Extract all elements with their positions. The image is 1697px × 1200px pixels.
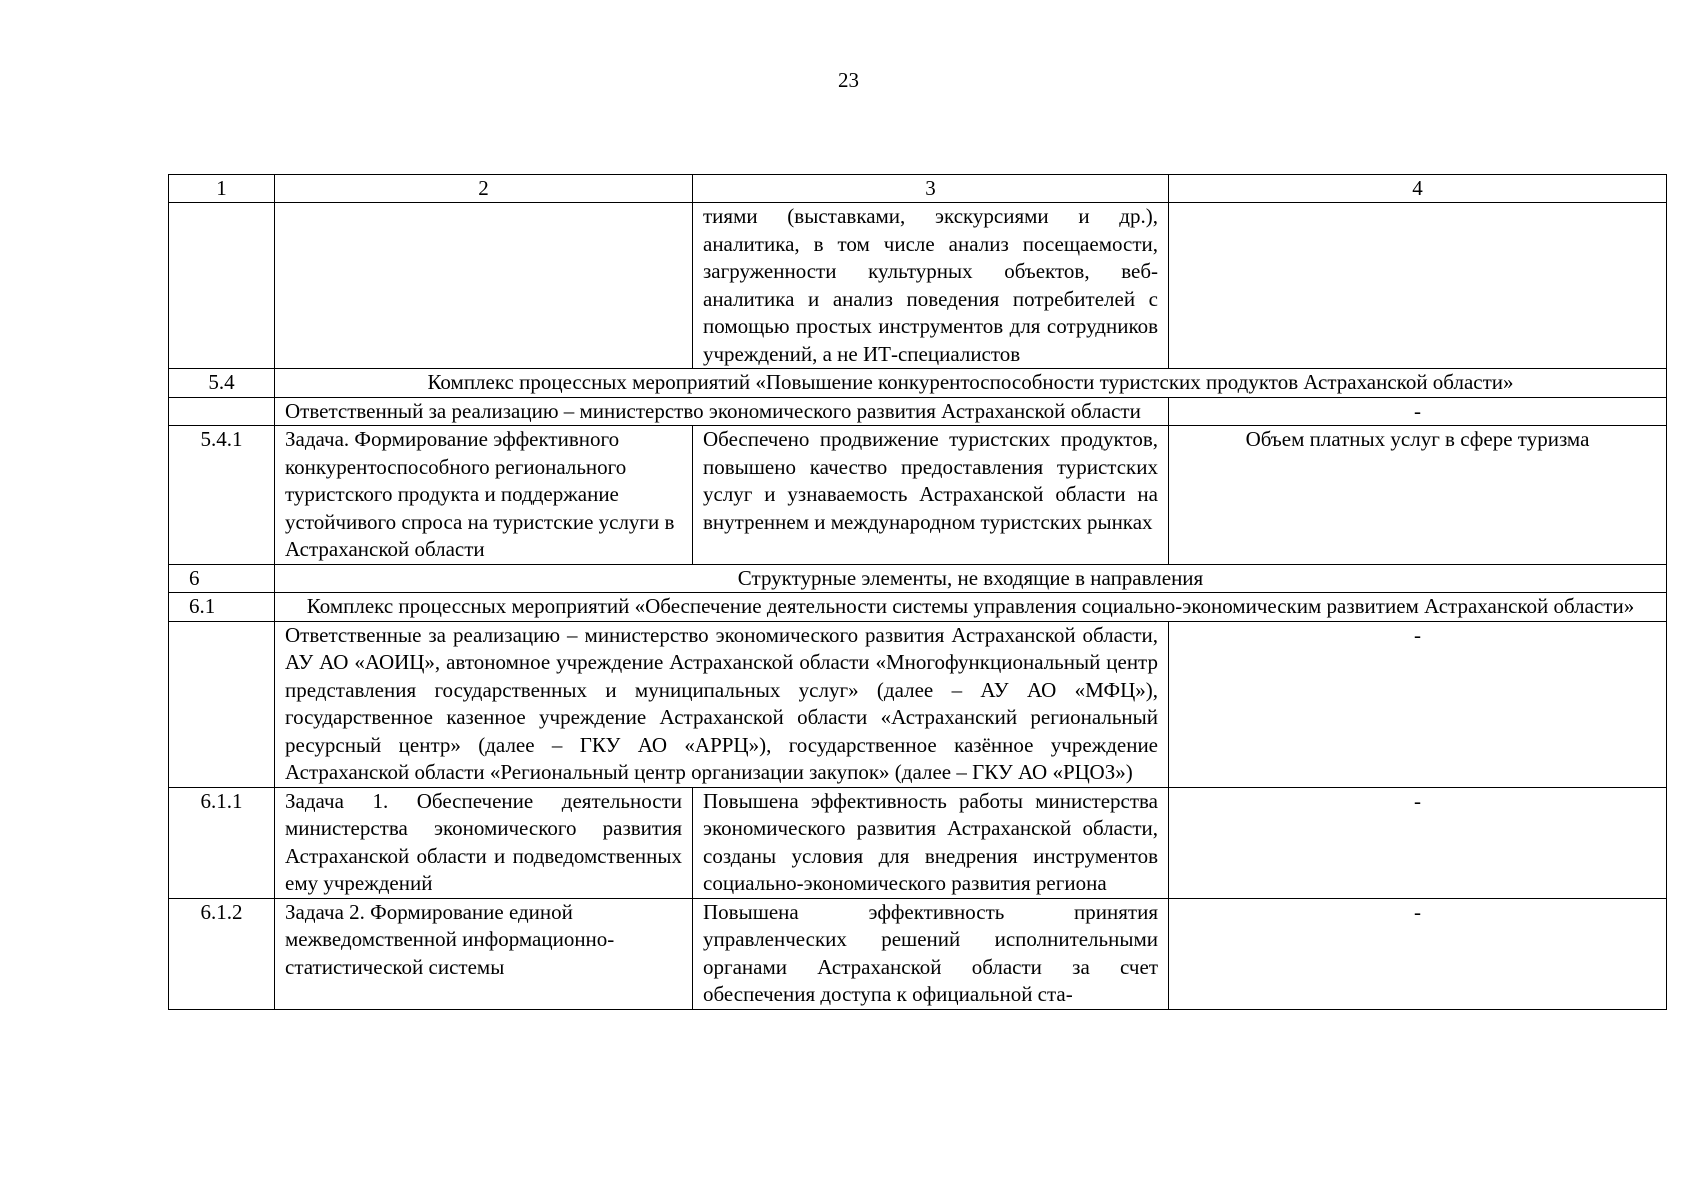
header-col-2: 2 (275, 175, 693, 203)
section-title: Структурные элементы, не входящие в направления (275, 564, 1667, 593)
section-title: Комплекс процессных мероприятий «Обеспечение деятельности системы управления социально-экономическим развитием Астраханской области» (275, 593, 1667, 622)
cell-result: Обеспечено продвижение туристских продуктов, повышено качество предоставления туристских услуг и узнаваемость Астраханской области на внутреннем и международном туристских рынках (693, 426, 1169, 565)
cell-indicator: - (1169, 787, 1667, 898)
cell-indicator: Объем платных услуг в сфере туризма (1169, 426, 1667, 565)
cell-task (275, 203, 693, 369)
section-title: Комплекс процессных мероприятий «Повышение конкурентоспособности туристских продуктов Астраханской области» (275, 369, 1667, 398)
row-number (169, 397, 275, 426)
table-row-section (169, 369, 1667, 398)
row-number (169, 621, 275, 787)
table-row (169, 203, 1667, 369)
table-row-responsible (169, 397, 1667, 426)
table-row-responsible (169, 621, 1667, 787)
cell-task: Задача 1. Обеспечение деятельности министерства экономического развития Астраханской области и подведомственных ему учреждений (275, 787, 693, 898)
row-number: 6.1 (169, 593, 275, 622)
cell-indicator: - (1169, 898, 1667, 1009)
table-row (169, 787, 1667, 898)
cell-indicator (1169, 203, 1667, 369)
table-row-section (169, 564, 1667, 593)
table-header-row (169, 175, 1667, 203)
row-number: 6.1.2 (169, 898, 275, 1009)
cell-result: Повышена эффективность принятия управленческих решений исполнительными органами Астраханской области за счет обеспечения доступа к официальной ста- (693, 898, 1169, 1009)
header-col-1: 1 (169, 175, 275, 203)
header-col-3: 3 (693, 175, 1169, 203)
row-number: 6 (169, 564, 275, 593)
row-number: 5.4 (169, 369, 275, 398)
cell-task: Задача 2. Формирование единой межведомственной информационно-статистической системы (275, 898, 693, 1009)
header-col-4: 4 (1169, 175, 1667, 203)
row-number: 6.1.1 (169, 787, 275, 898)
cell-indicator: - (1169, 397, 1667, 426)
table-row (169, 426, 1667, 565)
responsible-text: Ответственный за реализацию – министерство экономического развития Астраханской области (275, 397, 1169, 426)
cell-result: Повышена эффективность работы министерства экономического развития Астраханской области, созданы условия для внедрения инструментов социально-экономического развития региона (693, 787, 1169, 898)
table-row-section (169, 593, 1667, 622)
responsible-text: Ответственные за реализацию – министерство экономического развития Астраханской области, АУ АО «АОИЦ», автономное учреждение Астраханской области «Многофункциональный центр представления государственных и муниципальных услуг» (далее – АУ АО «МФЦ»), государственное казенное учреждение Астраханской области «Астраханский региональный ресурсный центр» (далее – ГКУ АО «АРРЦ»), государственное казённое учреждение Астраханской области «Региональный центр организации закупок» (далее – ГКУ АО «РЦОЗ») (275, 621, 1169, 787)
row-number (169, 203, 275, 369)
cell-task: Задача. Формирование эффективного конкурентоспособного регионального туристского продукта и поддержание устойчивого спроса на туристские услуги в Астраханской области (275, 426, 693, 565)
program-table (168, 174, 1667, 1010)
table-row (169, 898, 1667, 1009)
cell-result: тиями (выставками, экскурсиями и др.), аналитика, в том числе анализ посещаемости, загруженности культурных объектов, веб-аналитика и анализ поведения потребителей с помощью простых инструментов для сотрудников учреждений, а не ИТ-специалистов (693, 203, 1169, 369)
cell-indicator: - (1169, 621, 1667, 787)
row-number: 5.4.1 (169, 426, 275, 565)
page-number: 23 (838, 68, 859, 92)
